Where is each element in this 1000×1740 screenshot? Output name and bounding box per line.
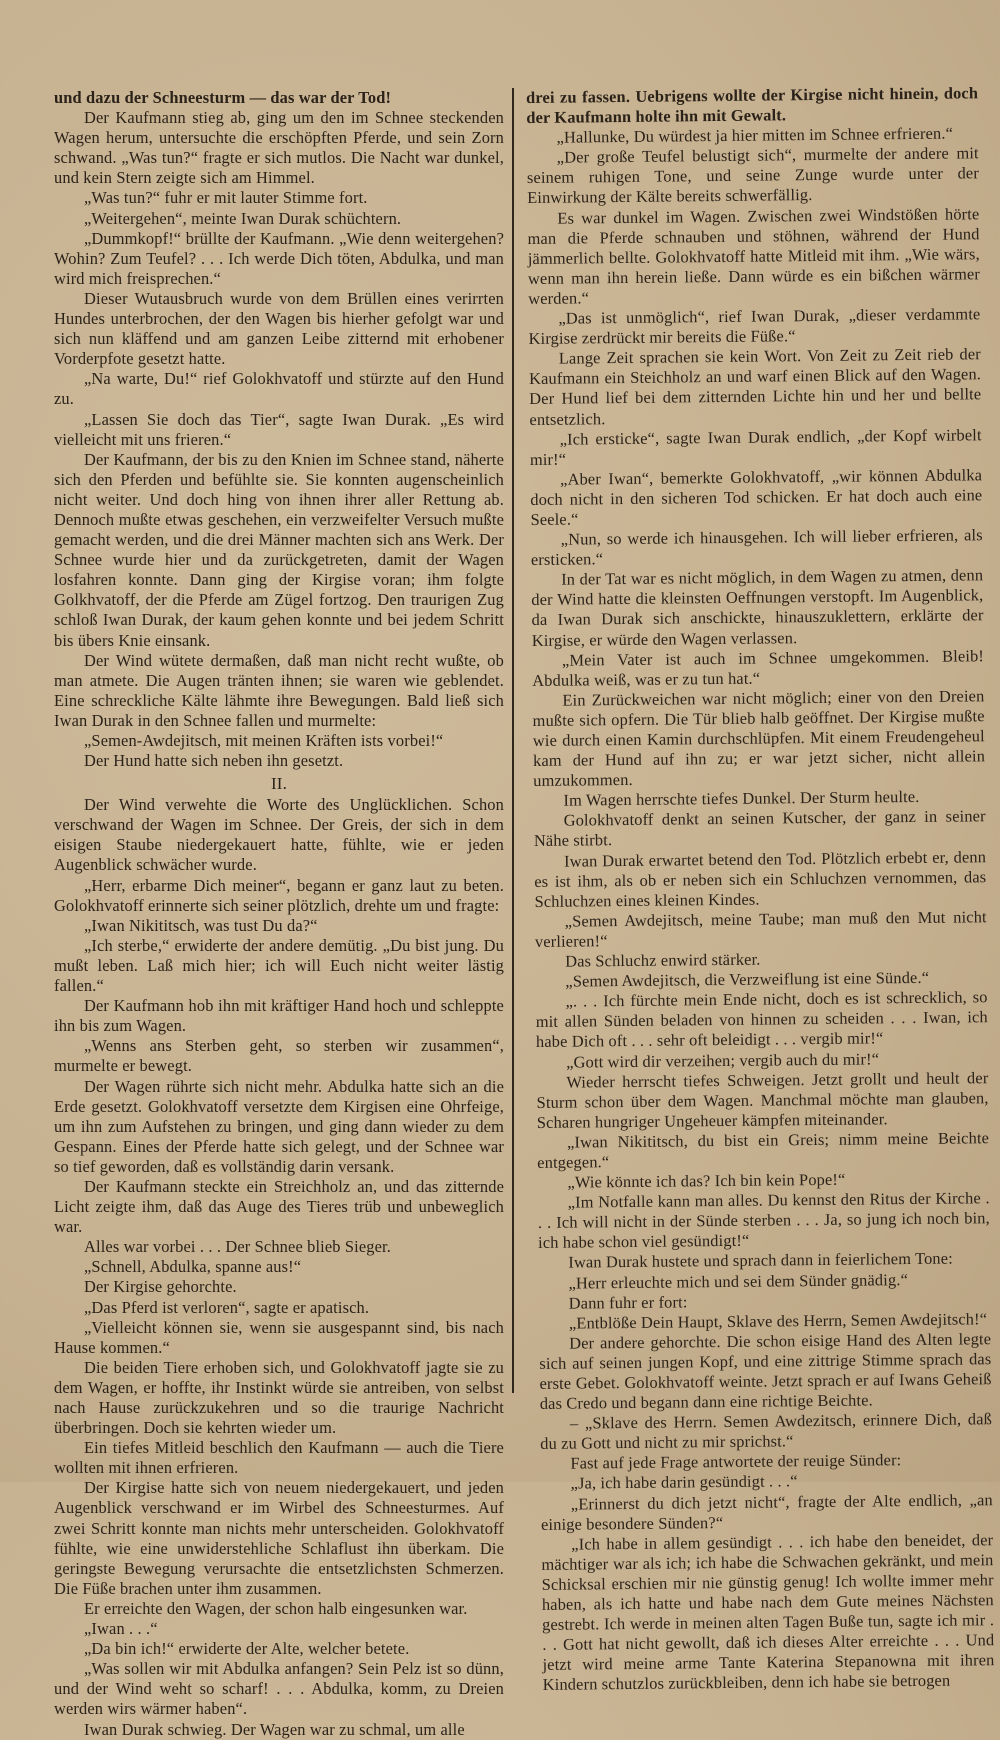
paragraph: Ein Zurückweichen war nicht möglich; einer von den Dreien mußte sich opfern. Die Tür blieb halb geöffnet. Der Kirgise mußte wie durch einen Kamin durchschlüpfen. Mit einem Freudengeheul kam der Hund auf ihn zu; er war jetzt sicher, nicht allein umzukommen.: [532, 686, 986, 791]
paragraph: „Gott wird dir verzeihen; vergib auch du mir!“: [566, 1048, 880, 1072]
paragraph: „Vielleicht können sie, wenn sie ausgespannt sind, bis nach Hause kommen.“: [54, 1317, 504, 1357]
paragraph: „Dummkopf!“ brüllte der Kaufmann. „Wie denn weitergehen? Wohin? Zum Teufel? . . . Ich werde Dich töten, Abdulka, und man wird mich freisprechen.“: [54, 228, 504, 288]
paragraph: „Aber Iwan“, bemerkte Golokhvatoff, „wir können Abdulka doch nicht in den sicheren Tod schicken. Er hat doch auch eine Seele.“: [530, 465, 983, 529]
paragraph: „Iwan . . .“: [84, 1619, 158, 1639]
paragraph: Das Schluchz enwird stärker.: [565, 949, 761, 971]
left-column: [54, 88, 504, 1740]
paragraph: Er erreichte den Wagen, der schon halb eingesunken war.: [84, 1598, 468, 1618]
paragraph: „Entblöße Dein Haupt, Sklave des Herrn, Semen Awdejitsch!“: [568, 1308, 988, 1333]
paragraph: „Iwan Nikititsch, du bist ein Greis; nimm meine Beichte entgegen.“: [537, 1128, 990, 1172]
paragraph: „Schnell, Abdulka, spanne aus!“: [84, 1257, 302, 1277]
paragraph: Der Hund hatte sich neben ihn gesetzt.: [84, 751, 344, 771]
paragraph: „Na warte, Du!“ rief Golokhvatoff und stürzte auf den Hund zu.: [54, 369, 504, 409]
paragraph: Golokhvatoff denkt an seinen Kutscher, der ganz in seiner Nähe stirbt.: [533, 806, 986, 851]
paragraph: Der Wind verwehte die Worte des Unglücklichen. Schon verschwand der Wagen im Schnee. Der Greis, der sich in dem eisigen Staube niedergekauert hatte, fühlte, wie er jeden Augenblick schwächer wurde.: [54, 795, 504, 875]
paragraph: „Ich sterbe,“ erwiderte der andere demütig. „Du bist jung. Du mußt leben. Laß mich hier; ich will Euch nicht weiter lästig fallen.“: [54, 935, 504, 996]
paragraph: drei zu fassen. Uebrigens wollte der Kirgise nicht hinein, doch der Kaufmann holte ihn mit Gewalt.: [526, 83, 979, 128]
paragraph: „Was sollen wir mit Abdulka anfangen? Sein Pelz ist so dünn, und der Wind weht so scharf! . . . Abdulka, komm, zu Dreien werden wirs wärmer haben“.: [54, 1659, 504, 1719]
paragraph: Der Kaufmann, der bis zu den Knien im Schnee stand, näherte sich den Pferden und befühlte sie. Sie konnten augenscheinlich nicht weiter. Und doch hing von ihnen ihrer aller Rettung ab. Dennoch mußte etwas geschehen, ein verzweifelter Versuch mußte gemacht werden, und die drei Männer machten sich ans Werk. Der Schnee wurde hier und da zurückgetreten, damit der Wagen losfahren konnte. Dann ging der Kirgise voran; ihm folgte Golkhvatoff, der die Pferde am Zügel fortzog. Den traurigen Zug schloß Iwan Durak, der kaum gehen konnte und bei jedem Schritt bis übers Knie einsank.: [54, 449, 504, 650]
paragraph: „Ich habe in allem gesündigt . . . ich habe den beneidet, der mächtiger war als ich; ich habe die Schwachen gekränkt, und mein Schicksal erschien mir nie günstig genug! Ich wollte immer mehr haben, als ich hatte und habe nach dem Gute meines Nächsten gestrebt. Ich werde in meinen alten Tagen Buße tun, sagte ich mir . . . Gott hat nicht gewollt, daß ich dieses Alter erreichte . . . Und jetzt wird meine arme Tante Katerina Stepanowna mit ihren Kindern schutzlos zurückbleiben, denn ich habe sie betrogen: [541, 1529, 995, 1695]
paragraph: Iwan Durak schwieg. Der Wagen war zu schmal, um alle: [84, 1719, 465, 1739]
paragraph: „Semen Awdejitsch, die Verzweiflung ist eine Sünde.“: [565, 967, 930, 991]
paragraph: In der Tat war es nicht möglich, in dem Wagen zu atmen, denn der Wind hatte die kleinsten Oeffnungen verstopft. Im Augenblick, da Iwan Durak sich anschickte, hinauszuklettern, erklärte der Kirgise, er würde den Wagen verlassen.: [531, 565, 984, 650]
paragraph: Dann fuhr er fort:: [568, 1292, 688, 1313]
paragraph: „Mein Vater ist auch im Schnee umgekommen. Bleib! Abdulka weiß, was er zu tun hat.“: [532, 645, 985, 690]
paragraph: Der Kaufmann steckte ein Streichholz an, und das zitternde Licht zeigte ihm, daß das Auge des Tieres trüb und unbeweglich war.: [54, 1176, 504, 1237]
paragraph: „Da bin ich!“ erwiderte der Alte, welcher betete.: [84, 1639, 410, 1659]
paragraph: Im Wagen herrschte tiefes Dunkel. Der Sturm heulte.: [563, 787, 920, 810]
paragraph: Lange Zeit sprachen sie kein Wort. Von Zeit zu Zeit rieb der Kaufmann ein Steichholz an und warf einen Blick auf den Wagen. Der Hund lief bei dem zitternden Lichte hin und her und bellte entsetzlich.: [528, 344, 982, 429]
paragraph: „. . . Ich fürchte mein Ende nicht, doch es ist schrecklich, so mit allen Sünden beladen von hinnen zu scheiden . . . Iwan, ich habe Dich oft . . . sehr oft beleidigt . . . vergib mir!“: [535, 987, 988, 1052]
paragraph: „Das Pferd ist verloren“, sagte er apatisch.: [84, 1297, 370, 1317]
paragraph: „Iwan Nikititsch, was tust Du da?“: [84, 915, 318, 935]
paragraph: „Hallunke, Du würdest ja hier mitten im Schnee erfrieren.“: [556, 123, 954, 147]
paragraph: „Herr erleuchte mich und sei dem Sünder gnädig.“: [568, 1269, 909, 1293]
paragraph: Dieser Wutausbruch wurde von dem Brüllen eines verirrten Hundes unterbrochen, der den Wagen bis hierher gefolgt war und sich nun kläffend und am ganzen Leibe zitternd mit erhobener Vorderpfote gesetzt hatte.: [54, 288, 504, 369]
paragraph: „Lassen Sie doch das Tier“, sagte Iwan Durak. „Es wird vielleicht mit uns frieren.“: [54, 409, 504, 449]
paragraph: Der Kirgise gehorchte.: [84, 1277, 237, 1297]
paragraph: – „Sklave des Herrn. Semen Awdezitsch, erinnere Dich, daß du zu Gott und nicht zu mir sprichst.“: [540, 1409, 993, 1454]
paragraph: Der andere gehorchte. Die schon eisige Hand des Alten legte sich auf seinen jungen Kopf, und eine zittrige Stimme sprach das erste Gebet. Golokhvatoff weinte. Jetzt sprach er auf Iwans Geheiß das Credo und begann dann eine richtige Beichte.: [539, 1329, 992, 1414]
paragraph: Iwan Durak hustete und sprach dann in feierlichem Tone:: [568, 1249, 953, 1273]
paragraph: Der Wagen rührte sich nicht mehr. Abdulka hatte sich an die Erde gesetzt. Golokhvatoff versetzte dem Kirgisen eine Ohrfeige, um ihn zum Aufstehen zu bringen, und ging dann wieder zu dem Gespann. Eines der Pferde hatte sich gelegt, und der Schnee war so tief geworden, daß es vollständig darin versank.: [54, 1076, 504, 1176]
paragraph: „Nun, so werde ich hinausgehen. Ich will lieber erfrieren, als ersticken.“: [530, 525, 983, 570]
paragraph: Wieder herrscht tiefes Schweigen. Jetzt grollt und heult der Sturm schon über dem Wagen. Manchmal möchte man glauben, Scharen hungriger Ungeheuer kämpfen miteinander.: [536, 1067, 989, 1132]
right-column: [526, 83, 995, 1695]
column-divider: [512, 88, 514, 1393]
paragraph: „Das ist unmöglich“, rief Iwan Durak, „dieser verdammte Kirgise zerdrückt mir bereits die Füße.“: [528, 304, 981, 349]
paragraph: „Ich ersticke“, sagte Iwan Durak endlich, „der Kopf wirbelt mir!“: [529, 424, 982, 469]
paragraph: „Semen Awdejitsch, meine Taube; man muß den Mut nicht verlieren!“: [534, 907, 987, 951]
paragraph: „Semen-Awdejitsch, mit meinen Kräften ists vorbei!“: [84, 731, 444, 750]
paragraph: „Im Notfalle kann man alles. Du kennst den Ritus der Kirche . . . Ich will nicht in der Sünde sterben . . . Ja, so jung ich noch bin, ich habe schon viel gesündigt!“: [537, 1188, 990, 1253]
paragraph: und dazu der Schneesturm — das war der Tod!: [54, 88, 392, 107]
paragraph: „Herr, erbarme Dich meiner“, begann er ganz laut zu beten. Golokhvatoff erinnerte sich seiner plötzlich, drehte um und fragte:: [54, 875, 504, 915]
paragraph: Alles war vorbei . . . Der Schnee blieb Sieger.: [84, 1237, 392, 1257]
paragraph: Der Kirgise hatte sich von neuem niedergekauert, und jeden Augenblick verschwand er im Wirbel des Schneesturmes. Auf zwei Schritt konnte man nichts mehr unterscheiden. Golokhvatoff fühlte, wie eine unwiderstehliche Schlaflust ihn überkam. Die geringste Bewegung verursachte die entsetzlichsten Schmerzen. Die Füße brachen unter ihm zusammen.: [54, 1478, 504, 1598]
section-heading: II.: [270, 774, 288, 794]
paragraph: „Erinnerst du dich jetzt nicht“, fragte der Alte endlich, „an einige besondere Sünden?“: [540, 1489, 993, 1534]
paragraph: Fast auf jede Frage antwortete der reuige Sünder:: [570, 1450, 902, 1473]
paragraph: „Ja, ich habe darin gesündigt . . .“: [570, 1471, 798, 1494]
paragraph: Iwan Durak erwartet betend den Tod. Plötzlich erbebt er, denn es ist ihm, als ob er neben sich ein Schluchzen vernommen, das Schluchzen eines kleinen Kindes.: [534, 846, 987, 911]
paragraph: Es war dunkel im Wagen. Zwischen zwei Windstößen hörte man die Pferde schnauben und stöhnen, während der Hund jämmerlich bellte. Golokhvatoff hatte Mitleid mit ihm. „Wie wärs, wenn man ihn herein ließe. Dann würde es ein bißchen wärmer werden.“: [527, 203, 981, 308]
paragraph: „Wie könnte ich das? Ich bin kein Pope!“: [567, 1169, 846, 1192]
paragraph: Ein tiefes Mitleid beschlich den Kaufmann — auch die Tiere wollten mit ihnen erfrieren.: [54, 1438, 504, 1478]
paragraph: Die beiden Tiere erhoben sich, und Golokhvatoff jagte sie zu dem Wagen, er hoffte, ihr Instinkt würde sie antreiben, von selbst nach Hause zurückzukehren und so die traurige Nachricht überbringen. Doch sie kehrten wieder um.: [54, 1357, 504, 1438]
paragraph: Der Wind wütete dermaßen, daß man nicht recht wußte, ob man atmete. Die Augen tränten ihnen; sie waren wie geblendet. Eine schreckliche Kälte lähmte ihre Bewegungen. Bald ließ sich Iwan Durak in den Schnee fallen und murmelte:: [54, 650, 504, 730]
paragraph: Der Kaufmann hob ihn mit kräftiger Hand hoch und schleppte ihn bis zum Wagen.: [54, 996, 504, 1036]
paragraph: „Was tun?“ fuhr er mit lauter Stimme fort.: [84, 188, 368, 208]
paragraph: „Der große Teufel belustigt sich“, murmelte der andere mit seinem ruhigen Tone, und seine Zunge wurde unter der Einwirkung der Kälte bereits schwerfällig.: [526, 143, 980, 208]
paragraph: Der Kaufmann stieg ab, ging um den im Schnee steckenden Wagen herum, untersuchte die erschöpften Pferde, und sein Zorn schwand. „Was tun?“ fragte er sich mutlos. Die Nacht war dunkel, und kein Stern zeigte sich am Himmel.: [54, 108, 504, 188]
paragraph: „Weitergehen“, meinte Iwan Durak schüchtern.: [84, 208, 402, 228]
paragraph: „Wenns ans Sterben geht, so sterben wir zusammen“, murmelte er bewegt.: [54, 1036, 504, 1076]
